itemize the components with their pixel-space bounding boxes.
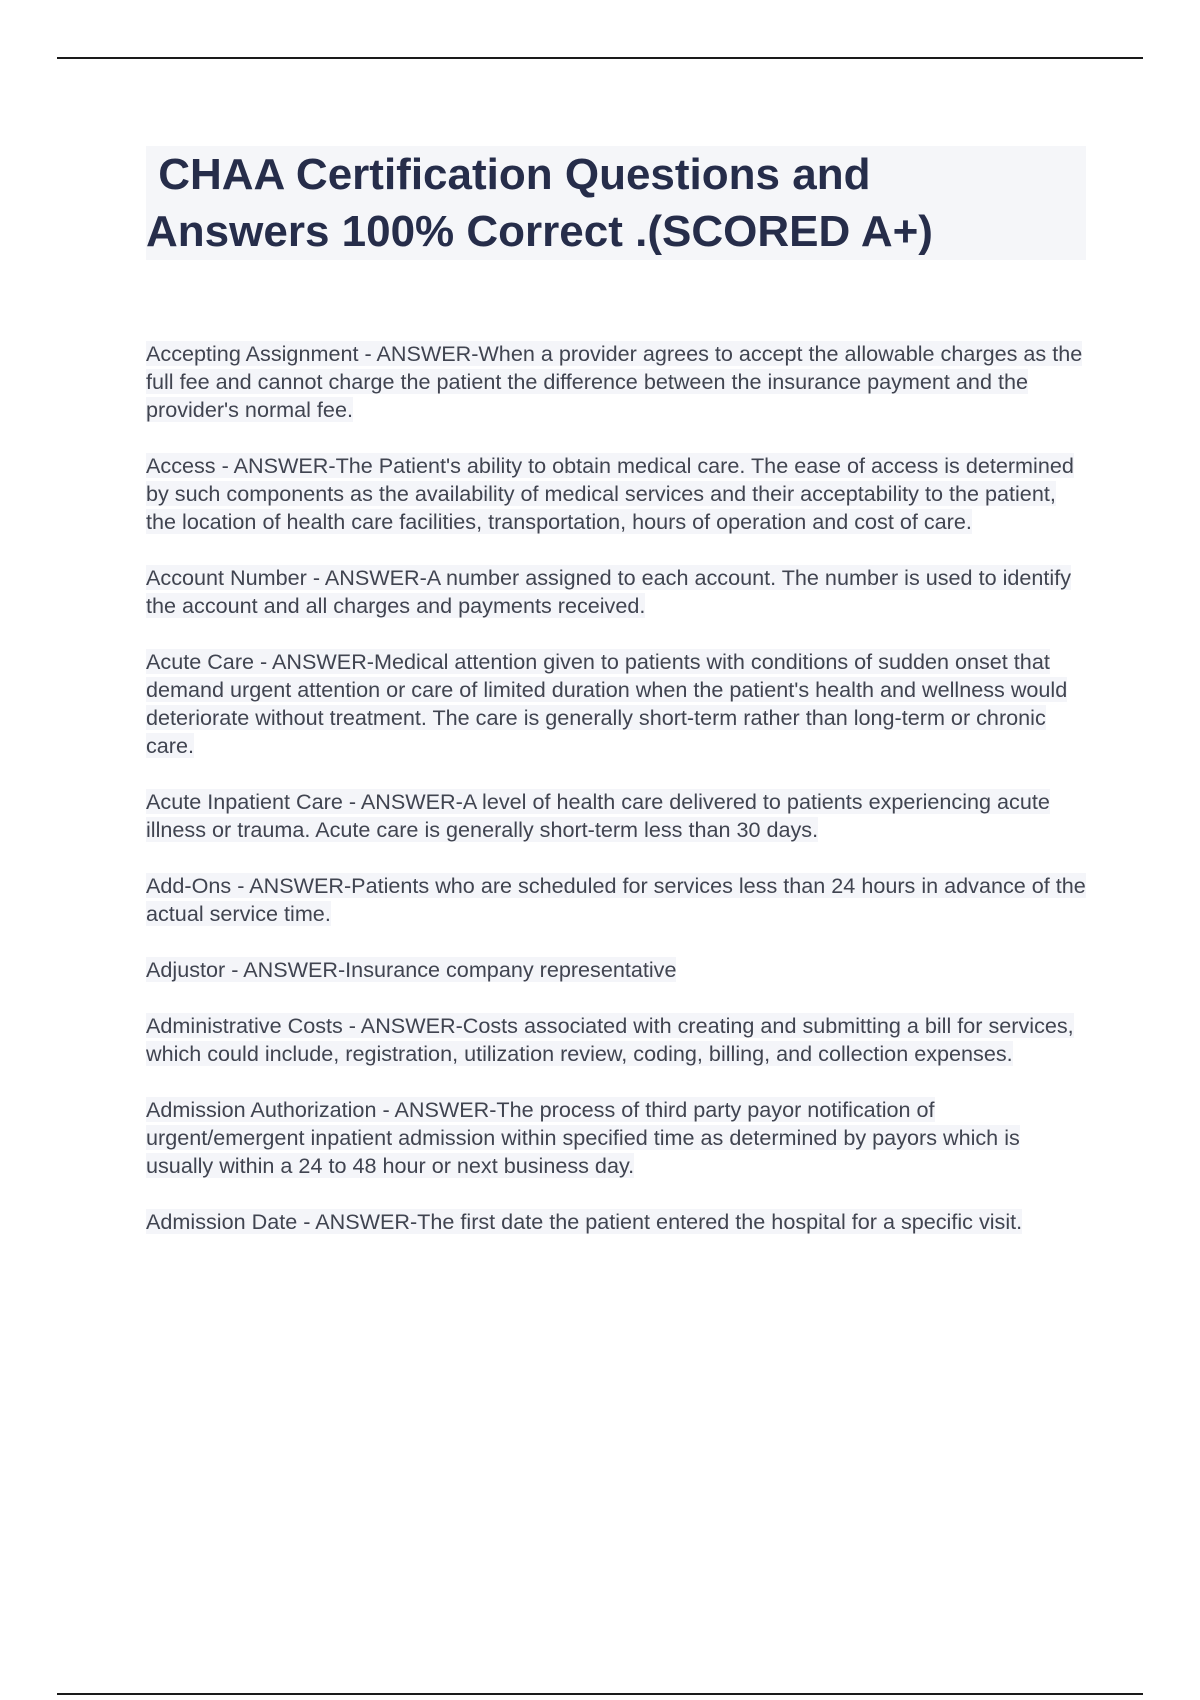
qa-entry-list	[146, 340, 1086, 1264]
qa-entry-text: Admission Date - ANSWER-The first date the patient entered the hospital for a specific visit.	[146, 1209, 1023, 1234]
qa-entry-text: Add-Ons - ANSWER-Patients who are scheduled for services less than 24 hours in advance of the actual service time.	[146, 873, 1086, 926]
qa-entry	[146, 1208, 1086, 1236]
qa-entry	[146, 452, 1086, 536]
qa-entry	[146, 1012, 1086, 1068]
qa-entry	[146, 564, 1086, 620]
qa-entry-text: Account Number - ANSWER-A number assigned to each account. The number is used to identify the account and all charges and payments received.	[146, 565, 1071, 618]
page-title: CHAA Certification Questions and Answers 100% Correct .(SCORED A+)	[146, 150, 933, 256]
qa-entry-text: Acute Care - ANSWER-Medical attention given to patients with conditions of sudden onset that demand urgent attention or care of limited duration when the patient's health and wellness would deteriorate without treatment. The care is generally short-term rather than long-term or chronic care.	[146, 649, 1068, 758]
qa-entry-text: Administrative Costs - ANSWER-Costs associated with creating and submitting a bill for services, which could include, registration, utilization review, coding, billing, and collection expenses.	[146, 1013, 1074, 1066]
qa-entry	[146, 340, 1086, 424]
qa-entry	[146, 956, 1086, 984]
qa-entry	[146, 872, 1086, 928]
qa-entry-text: Admission Authorization - ANSWER-The process of third party payor notification of urgent/emergent inpatient admission within specified time as determined by payors which is usually within a 24 to 48 hour or next business day.	[146, 1097, 1020, 1178]
qa-entry	[146, 1096, 1086, 1180]
qa-entry-text: Adjustor - ANSWER-Insurance company representative	[146, 957, 677, 982]
qa-entry	[146, 648, 1086, 760]
top-rule	[57, 57, 1143, 59]
qa-entry-text: Access - ANSWER-The Patient's ability to obtain medical care. The ease of access is determined by such components as the availability of medical services and their acceptability to the patient, the location of health care facilities, transportation, hours of operation and cost of care.	[146, 453, 1074, 534]
qa-entry-text: Accepting Assignment - ANSWER-When a provider agrees to accept the allowable charges as the full fee and cannot charge the patient the difference between the insurance payment and the provider's normal fee.	[146, 341, 1083, 422]
bottom-rule	[57, 1693, 1143, 1695]
qa-entry	[146, 788, 1086, 844]
title-block	[146, 146, 1086, 260]
qa-entry-text: Acute Inpatient Care - ANSWER-A level of health care delivered to patients experiencing acute illness or trauma. Acute care is generally short-term less than 30 days.	[146, 789, 1050, 842]
